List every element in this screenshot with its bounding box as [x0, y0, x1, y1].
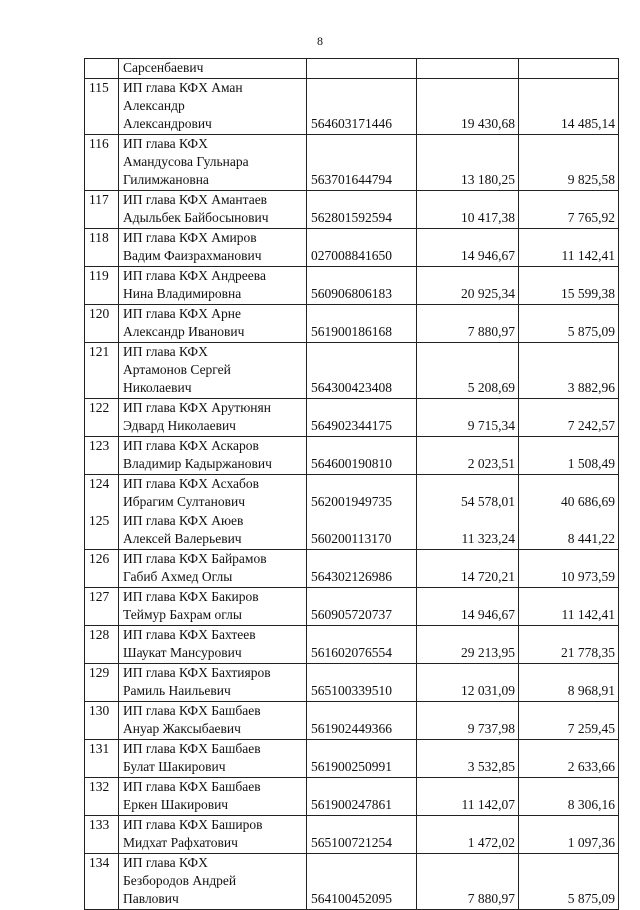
recipient-name-cell [119, 59, 307, 79]
table-row [85, 343, 619, 399]
row-number-cell: 128 [85, 626, 119, 664]
inn-cell: 564902344175 [307, 399, 417, 437]
amount-cell-1: 12 031,09 [417, 664, 519, 702]
amount-cell-1: 19 430,68 [417, 79, 519, 135]
amount-cell-1: 54 578,01 [417, 475, 519, 513]
amount-cell-2: 7 259,45 [519, 702, 619, 740]
inn-cell: 562001949735 [307, 475, 417, 513]
recipient-name-cell [119, 778, 307, 816]
amount-cell-2: 1 508,49 [519, 437, 619, 475]
amount-cell-2: 10 973,59 [519, 550, 619, 588]
row-number-cell: 120 [85, 305, 119, 343]
inn-cell: 565100721254 [307, 816, 417, 854]
amount-cell-1: 7 880,97 [417, 854, 519, 910]
row-number-cell: 124 [85, 475, 119, 513]
table-row [85, 778, 619, 816]
amount-cell-1: 2 023,51 [417, 437, 519, 475]
amount-cell-1: 14 946,67 [417, 588, 519, 626]
amount-cell-1: 11 142,07 [417, 778, 519, 816]
recipient-name-line: Артамонов Сергей [123, 362, 231, 377]
amount-cell-2: 11 142,41 [519, 588, 619, 626]
amount-cell-1: 11 323,24 [417, 512, 519, 550]
inn-cell: 564300423408 [307, 343, 417, 399]
amount-cell-1: 13 180,25 [417, 135, 519, 191]
amount-cell-1: 1 472,02 [417, 816, 519, 854]
recipient-name-line: Эдвард Николаевич [123, 418, 236, 433]
amount-cell-1: 20 925,34 [417, 267, 519, 305]
recipient-name-line: Мидхат Рафхатович [123, 835, 238, 850]
recipient-name-line: Ибрагим Султанович [123, 494, 246, 509]
row-number-cell: 118 [85, 229, 119, 267]
recipient-name-line: ИП глава КФХ Аскаров [123, 438, 259, 453]
recipient-name-line: Александр [123, 98, 185, 113]
recipient-name-line: ИП глава КФХ Андреева [123, 268, 266, 283]
row-number-cell: 115 [85, 79, 119, 135]
recipient-name-line: ИП глава КФХ Бахтеев [123, 627, 256, 642]
table-row [85, 740, 619, 778]
table-row [85, 135, 619, 191]
recipient-name-line: ИП глава КФХ Бахтияров [123, 665, 271, 680]
recipient-name-line: Габиб Ахмед Оглы [123, 569, 233, 584]
recipient-name-line: ИП глава КФХ Аман [123, 80, 243, 95]
recipient-name-line: Адыльбек Байбосынович [123, 210, 269, 225]
row-number-cell: 123 [85, 437, 119, 475]
recipient-name-line: ИП глава КФХ Амантаев [123, 192, 268, 207]
row-number-cell: 132 [85, 778, 119, 816]
table-row [85, 588, 619, 626]
recipient-name-line: ИП глава КФХ Арутюнян [123, 400, 271, 415]
recipient-name-cell [119, 588, 307, 626]
recipient-name-cell [119, 79, 307, 135]
recipient-name-line: Алексей Валерьевич [123, 531, 242, 546]
amount-cell-1: 14 720,21 [417, 550, 519, 588]
amount-cell-2: 11 142,41 [519, 229, 619, 267]
recipient-name-cell [119, 702, 307, 740]
recipient-name-cell [119, 191, 307, 229]
recipient-name-line: Николаевич [123, 380, 192, 395]
amount-cell-1: 29 213,95 [417, 626, 519, 664]
amount-cell-2: 7 242,57 [519, 399, 619, 437]
recipient-name-line: ИП глава КФХ Амиров [123, 230, 257, 245]
inn-cell: 560905720737 [307, 588, 417, 626]
recipient-name-line: ИП глава КФХ Арне [123, 306, 241, 321]
recipient-name-line: Шаукат Мансурович [123, 645, 242, 660]
row-number-cell: 122 [85, 399, 119, 437]
recipient-name-line: Амандусова Гульнара [123, 154, 249, 169]
row-number-cell: 125 [85, 512, 119, 550]
row-number-cell: 117 [85, 191, 119, 229]
table-row [85, 191, 619, 229]
recipient-name-line: ИП глава КФХ Бакиров [123, 589, 259, 604]
registry-table [84, 58, 619, 910]
recipient-name-cell [119, 135, 307, 191]
row-number-cell: 119 [85, 267, 119, 305]
inn-cell: 561900247861 [307, 778, 417, 816]
recipient-name-cell [119, 550, 307, 588]
amount-cell-2 [519, 59, 619, 79]
recipient-name-line: ИП глава КФХ Башбаев [123, 779, 261, 794]
row-number-cell: 131 [85, 740, 119, 778]
recipient-name-cell [119, 229, 307, 267]
recipient-name-cell [119, 267, 307, 305]
recipient-name-cell [119, 399, 307, 437]
inn-cell: 561900250991 [307, 740, 417, 778]
amount-cell-1: 9 737,98 [417, 702, 519, 740]
table-row [85, 626, 619, 664]
inn-cell: 027008841650 [307, 229, 417, 267]
row-number-cell: 121 [85, 343, 119, 399]
row-number-cell: 116 [85, 135, 119, 191]
inn-cell: 562801592594 [307, 191, 417, 229]
row-number-cell: 134 [85, 854, 119, 910]
recipient-name-line: Павлович [123, 891, 179, 906]
recipient-name-cell [119, 740, 307, 778]
table-row [85, 267, 619, 305]
amount-cell-2: 21 778,35 [519, 626, 619, 664]
recipient-name-line: ИП глава КФХ [123, 344, 208, 359]
page-number: 8 [317, 34, 323, 48]
recipient-name-line: Сарсенбаевич [123, 60, 204, 75]
table-row [85, 702, 619, 740]
table-row [85, 475, 619, 513]
row-number-cell: 133 [85, 816, 119, 854]
inn-cell: 560200113170 [307, 512, 417, 550]
table-row [85, 229, 619, 267]
table-row [85, 512, 619, 550]
recipient-name-line: ИП глава КФХ Байрамов [123, 551, 267, 566]
table-row [85, 550, 619, 588]
amount-cell-2: 8 306,16 [519, 778, 619, 816]
amount-cell-2: 5 875,09 [519, 854, 619, 910]
amount-cell-1: 7 880,97 [417, 305, 519, 343]
inn-cell: 561902449366 [307, 702, 417, 740]
recipient-name-line: Еркен Шакирович [123, 797, 229, 812]
recipient-name-cell [119, 437, 307, 475]
recipient-name-cell [119, 816, 307, 854]
row-number-cell: 126 [85, 550, 119, 588]
inn-cell: 564600190810 [307, 437, 417, 475]
amount-cell-2: 3 882,96 [519, 343, 619, 399]
amount-cell-2: 15 599,38 [519, 267, 619, 305]
recipient-name-cell [119, 626, 307, 664]
table-row [85, 59, 619, 79]
amount-cell-2: 8 968,91 [519, 664, 619, 702]
table-row [85, 816, 619, 854]
recipient-name-line: ИП глава КФХ Баширов [123, 817, 263, 832]
recipient-name-line: Вадим Фаизрахманович [123, 248, 262, 263]
recipient-name-line: Александрович [123, 116, 212, 131]
recipient-name-line: Александр Иванович [123, 324, 245, 339]
table-row [85, 664, 619, 702]
recipient-name-line: ИП глава КФХ Башбаев [123, 741, 261, 756]
inn-cell: 560906806183 [307, 267, 417, 305]
amount-cell-2: 40 686,69 [519, 475, 619, 513]
table-row [85, 437, 619, 475]
registry-table-body [85, 59, 619, 910]
recipient-name-line: Гилимжановна [123, 172, 209, 187]
recipient-name-line: Булат Шакирович [123, 759, 226, 774]
recipient-name-cell [119, 854, 307, 910]
recipient-name-line: ИП глава КФХ Башбаев [123, 703, 261, 718]
amount-cell-2: 1 097,36 [519, 816, 619, 854]
recipient-name-line: Владимир Кадыржанович [123, 456, 272, 471]
amount-cell-1: 14 946,67 [417, 229, 519, 267]
inn-cell: 561900186168 [307, 305, 417, 343]
amount-cell-2: 8 441,22 [519, 512, 619, 550]
inn-cell: 564603171446 [307, 79, 417, 135]
recipient-name-line: Теймур Бахрам оглы [123, 607, 242, 622]
recipient-name-cell [119, 305, 307, 343]
amount-cell-1: 3 532,85 [417, 740, 519, 778]
inn-cell: 564302126986 [307, 550, 417, 588]
amount-cell-1: 5 208,69 [417, 343, 519, 399]
recipient-name-line: ИП глава КФХ Асхабов [123, 476, 260, 491]
amount-cell-1 [417, 59, 519, 79]
row-number-cell: 129 [85, 664, 119, 702]
recipient-name-line: Безбородов Андрей [123, 873, 237, 888]
amount-cell-2: 9 825,58 [519, 135, 619, 191]
recipient-name-line: ИП глава КФХ [123, 136, 208, 151]
inn-cell: 561602076554 [307, 626, 417, 664]
table-row [85, 399, 619, 437]
recipient-name-line: Нина Владимировна [123, 286, 242, 301]
row-number-cell: 127 [85, 588, 119, 626]
amount-cell-1: 10 417,38 [417, 191, 519, 229]
amount-cell-2: 2 633,66 [519, 740, 619, 778]
recipient-name-cell [119, 664, 307, 702]
row-number-cell [85, 59, 119, 79]
inn-cell: 564100452095 [307, 854, 417, 910]
recipient-name-cell [119, 512, 307, 550]
amount-cell-2: 14 485,14 [519, 79, 619, 135]
recipient-name-cell [119, 343, 307, 399]
recipient-name-line: Рамиль Наильевич [123, 683, 231, 698]
amount-cell-2: 7 765,92 [519, 191, 619, 229]
recipient-name-line: Ануар Жаксыбаевич [123, 721, 241, 736]
table-row [85, 305, 619, 343]
amount-cell-2: 5 875,09 [519, 305, 619, 343]
table-row [85, 854, 619, 910]
row-number-cell: 130 [85, 702, 119, 740]
amount-cell-1: 9 715,34 [417, 399, 519, 437]
recipient-name-line: ИП глава КФХ Аюев [123, 513, 244, 528]
inn-cell: 563701644794 [307, 135, 417, 191]
inn-cell: 565100339510 [307, 664, 417, 702]
recipient-name-line: ИП глава КФХ [123, 855, 208, 870]
recipient-name-cell [119, 475, 307, 513]
table-row [85, 79, 619, 135]
inn-cell [307, 59, 417, 79]
